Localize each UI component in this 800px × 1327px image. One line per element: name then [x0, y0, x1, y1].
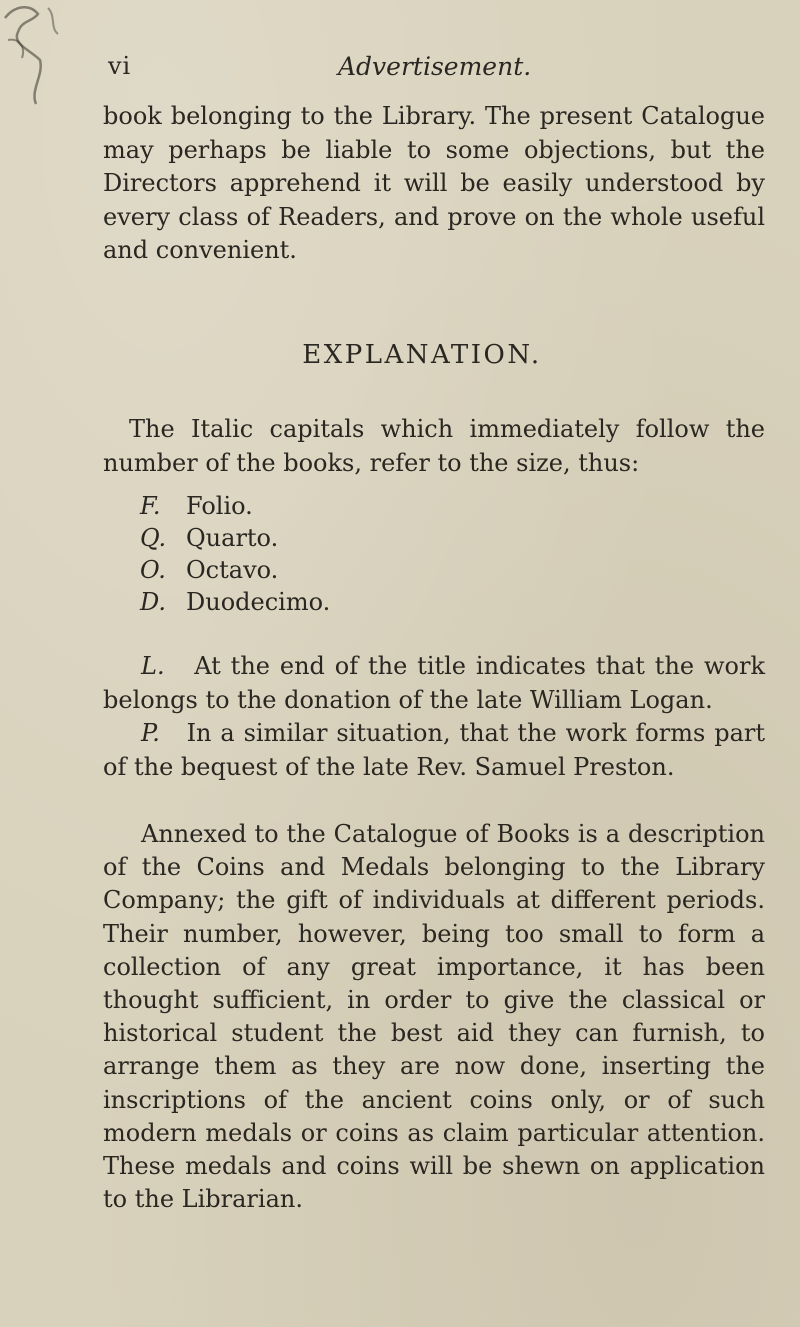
size-row-quarto — [140, 522, 540, 554]
size-label: Quarto. — [186, 524, 279, 552]
size-row-octavo — [140, 554, 540, 586]
note-preston — [103, 717, 765, 784]
section-heading: EXPLANATION. — [302, 340, 542, 370]
size-code: D. — [140, 588, 167, 616]
size-label: Octavo. — [186, 556, 279, 584]
note-code: P. — [141, 719, 160, 747]
size-code: F. — [140, 492, 161, 520]
intro-paragraph: book belonging to the Library. The present Catalogue may perhaps be liable to some objections, but the Directors apprehend it will be easily understood by every class of Readers, and prove on the whole useful and convenient. — [103, 102, 765, 264]
annex-paragraph: Annexed to the Catalogue of Books is a description of the Coins and Medals belonging to the Library Company; the gift of individuals at different periods. Their number, however, being too small to form a collection of any great importance, it has been thought sufficient, in order to give the classical or historical student the best aid they can furnish, to arrange them as they are now done, inserting the inscriptions of the ancient coins only, or of such modern medals or coins as claim particular attention. These medals and coins will be shewn on application to the Librarian. — [103, 820, 765, 1214]
note-text: At the end of the title indicates that the work belongs to the donation of the late William Logan. — [103, 652, 765, 714]
running-title: Advertisement. — [338, 52, 532, 81]
explanation-lead: The Italic capitals which immediately follow the number of the books, refer to the size, thus: — [103, 415, 765, 477]
running-head — [108, 52, 748, 86]
corner-stain-decoration — [0, 0, 80, 110]
size-label: Folio. — [186, 492, 253, 520]
note-code: L. — [141, 652, 165, 680]
size-code: Q. — [140, 524, 167, 552]
page-number: vi — [108, 52, 132, 80]
size-list — [140, 490, 540, 618]
size-label: Duodecimo. — [186, 588, 331, 616]
size-row-duodecimo — [140, 586, 540, 618]
note-logan — [103, 650, 765, 717]
size-code: O. — [140, 556, 166, 584]
note-text: In a similar situation, that the work forms part of the bequest of the late Rev. Samuel Preston. — [103, 719, 766, 781]
size-row-folio — [140, 490, 540, 522]
